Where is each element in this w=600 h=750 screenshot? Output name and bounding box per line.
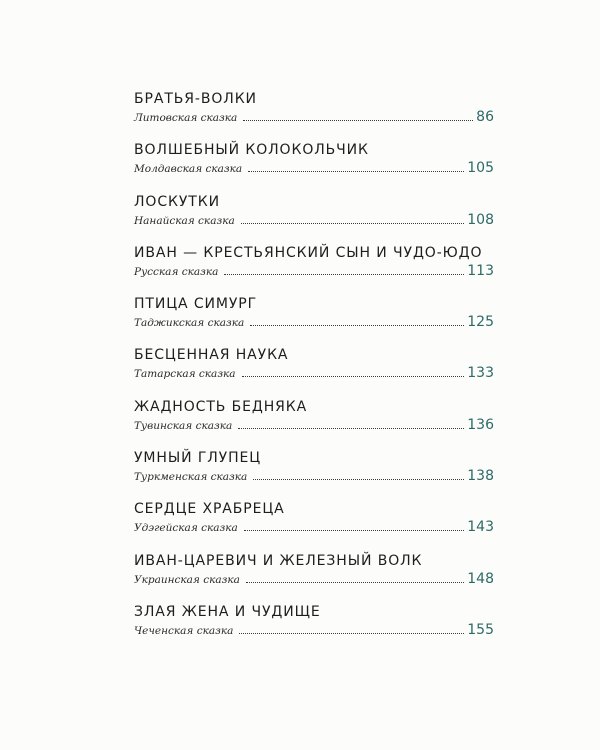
story-subline [134,417,494,433]
toc-entry[interactable] [134,295,494,346]
toc-entry[interactable] [134,603,494,654]
story-title: ИВАН — КРЕСТЬЯНСКИЙ СЫН И ЧУДО-ЮДО [134,244,483,261]
story-origin: Татарская сказка [134,368,236,381]
dot-leader [248,170,464,172]
story-origin: Нанайская сказка [134,214,235,227]
story-subline [134,622,494,638]
page-number: 86 [476,109,494,125]
toc-entry[interactable] [134,244,494,295]
story-subline [134,468,494,484]
toc-entry[interactable] [134,90,494,141]
story-origin: Молдавская сказка [134,163,243,176]
story-title: ВОЛШЕБНЫЙ КОЛОКОЛЬЧИК [134,142,369,159]
story-title: ЛОСКУТКИ [134,193,220,210]
toc-entry[interactable] [134,552,494,603]
story-subline [134,212,494,228]
story-origin: Украинская сказка [134,573,240,586]
toc-entry[interactable] [134,398,494,449]
dot-leader [241,222,465,224]
dot-leader [238,427,464,429]
dot-leader [239,632,464,634]
story-subline [134,263,494,279]
story-origin: Чеченская сказка [134,624,234,637]
page-number: 155 [467,621,494,638]
story-subline [134,314,494,330]
dot-leader [242,375,465,377]
dot-leader [243,119,473,121]
story-subline [134,571,494,587]
story-origin: Русская сказка [134,265,219,278]
story-subline [134,519,494,535]
page-number: 113 [467,262,494,279]
page-number: 108 [467,211,494,228]
story-subline [134,365,494,381]
story-title: СЕРДЦЕ ХРАБРЕЦА [134,501,285,518]
story-origin: Удэгейская сказка [134,522,238,535]
story-subline [134,160,494,176]
story-title: ИВАН-ЦАРЕВИЧ И ЖЕЛЕЗНЫЙ ВОЛК [134,552,423,569]
story-subline [134,109,494,125]
story-title: ЗЛАЯ ЖЕНА И ЧУДИЩЕ [134,603,321,620]
page-number: 125 [467,314,494,331]
page-number: 133 [467,365,494,382]
story-title: ПТИЦА СИМУРГ [134,296,258,313]
page-number: 148 [467,570,494,587]
dot-leader [244,529,464,531]
page-number: 136 [467,416,494,433]
table-of-contents [134,90,494,654]
dot-leader [253,478,464,480]
toc-entry[interactable] [134,193,494,244]
toc-entry[interactable] [134,500,494,551]
page-number: 143 [467,519,494,536]
page-number: 105 [467,160,494,177]
toc-entry[interactable] [134,141,494,192]
dot-leader [250,324,464,326]
story-origin: Литовская сказка [134,112,238,124]
story-origin: Таджикская сказка [134,317,245,330]
dot-leader [224,273,464,275]
story-title: БЕСЦЕННАЯ НАУКА [134,347,289,364]
story-title: ЖАДНОСТЬ БЕДНЯКА [134,398,308,415]
dot-leader [246,581,464,583]
story-origin: Туркменская сказка [134,471,248,484]
toc-entry[interactable] [134,346,494,397]
story-title: УМНЫЙ ГЛУПЕЦ [134,450,262,467]
story-origin: Тувинская сказка [134,419,233,432]
page-number: 138 [467,468,494,485]
story-title: БРАТЬЯ-ВОЛКИ [134,91,257,107]
toc-entry[interactable] [134,449,494,500]
